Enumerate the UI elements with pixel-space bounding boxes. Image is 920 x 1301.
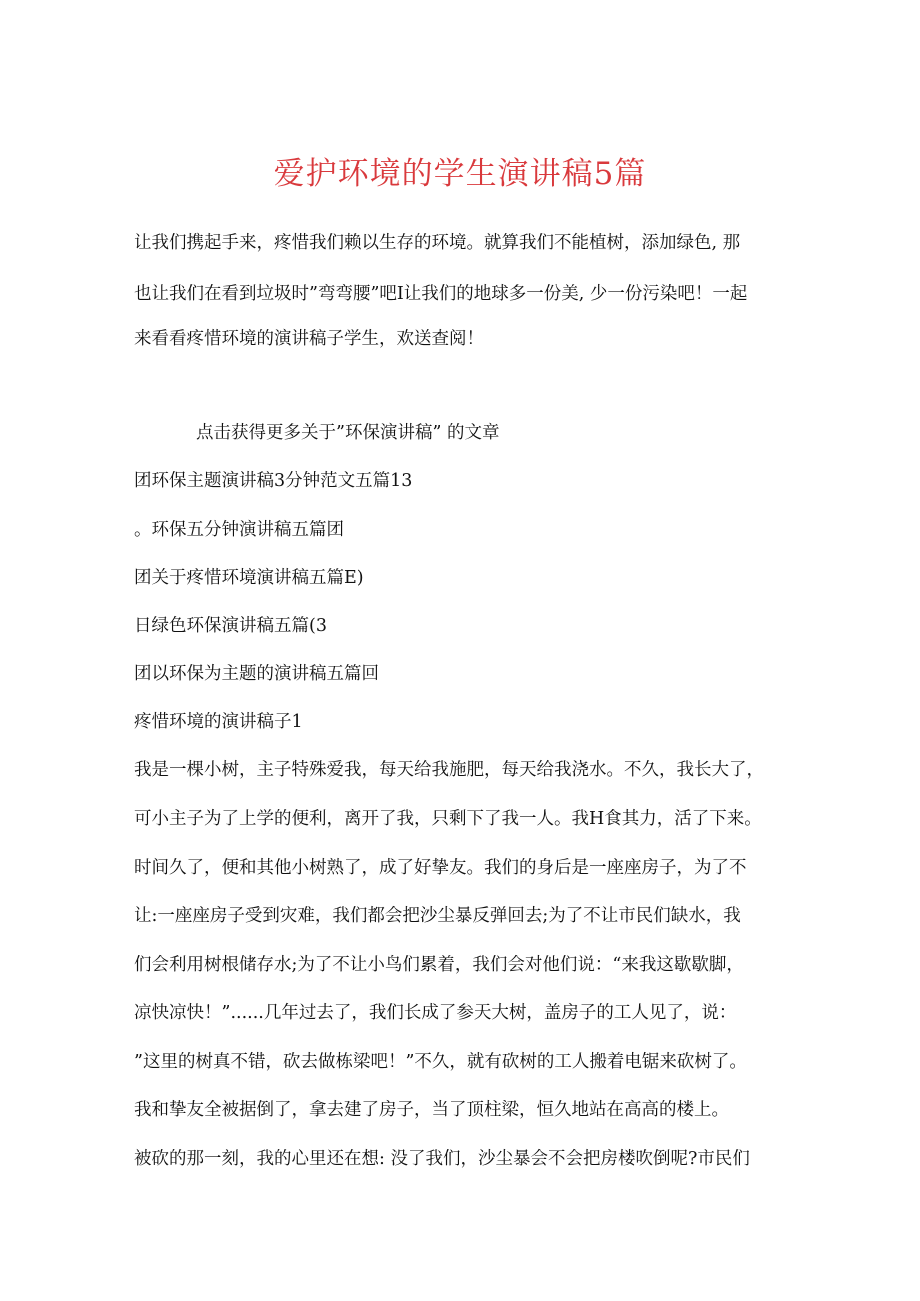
article-link[interactable]: 团环保主题演讲稿3分钟范文五篇13 <box>134 471 413 491</box>
body-line: ”这里的树真不错，砍去做栋梁吧！”不久，就有砍树的工人搬着电锯来砍树了。 <box>134 1052 747 1072</box>
article-link[interactable]: 。环保五分钟演讲稿五篇团 <box>134 520 344 540</box>
body-line: 时间久了，便和其他小树熟了，成了好挚友。我们的身后是一座座房子，为了不 <box>134 858 747 878</box>
article-link[interactable]: 日绿色环保演讲稿五篇(3 <box>134 616 327 636</box>
body-line: 我是一棵小树，主子特殊爱我，每天给我施肥，每天给我浇水。不久，我长大了， <box>134 760 764 780</box>
body-line: 们会利用树根储存水;为了不让小鸟们累着，我们会对他们说：“来我这歇歇脚， <box>134 955 744 975</box>
body-line: 可小主子为了上学的便利，离开了我，只剩下了我一人。我H食其力，活了下来。 <box>134 809 762 829</box>
body-line: 让:一座座房子受到灾难，我们都会把沙尘暴反弹回去;为了不让市民们缺水，我 <box>134 906 741 926</box>
links-heading: 点击获得更多关于”环保演讲稿” 的文章 <box>196 423 500 443</box>
body-line: 被砍的那一刻，我的心里还在想: 没了我们，沙尘暴会不会把房楼吹倒呢?市民们 <box>134 1149 750 1169</box>
body-line: 凉快凉快！”......几年过去了，我们长成了参天大树，盖房子的工人见了，说： <box>134 1003 737 1023</box>
intro-line: 也让我们在看到垃圾时”弯弯腰”吧I让我们的地球多一份美, 少一份污染吧！一起 <box>134 284 748 304</box>
document-title: 爱护环境的学生演讲稿5篇 <box>273 156 647 192</box>
body-line: 我和挚友全被据倒了，拿去建了房子，当了顶柱梁，恒久地站在高高的楼上。 <box>134 1100 729 1120</box>
intro-line: 来看看疼惜环境的演讲稿子学生，欢送查阅！ <box>134 329 484 349</box>
article-link[interactable]: 团以环保为主题的演讲稿五篇回 <box>134 664 379 684</box>
article-link[interactable]: 团关于疼惜环境演讲稿五篇E) <box>134 568 364 588</box>
section-heading: 疼惜环境的演讲稿子1 <box>134 712 303 732</box>
intro-line: 让我们携起手来，疼惜我们赖以生存的环境。就算我们不能植树，添加绿色, 那 <box>134 233 741 253</box>
